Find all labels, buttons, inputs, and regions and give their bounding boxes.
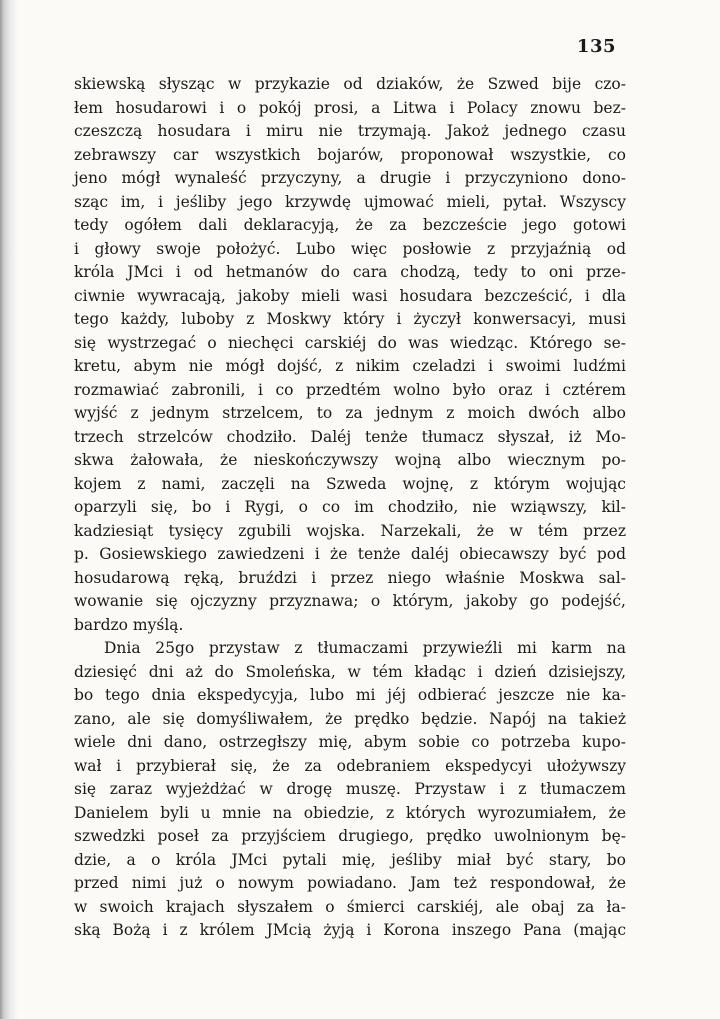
text-line: zebrawszy car wszystkich bojarów, proponował wszystkie, co [74, 145, 626, 164]
text-line: kretu, abym nie mógł dojść, z nikim czeladzi i swoimi ludźmi [74, 357, 626, 375]
text-line: dzie, a o króla JMci pytali mię, jeśliby miał być stary, bo [74, 850, 626, 869]
text-line: wał i przybierał się, że za odebraniem ekspedycyi ułożywszy [74, 756, 626, 775]
text-line: hosudarową ręką, bruździ i przez niego właśnie Moskwa sal- [74, 568, 626, 587]
text-line: łem hosudarowi i o pokój prosi, a Litwa i Polacy znowu bez- [74, 98, 626, 117]
text-line: p. Gosiewskiego zawiedzeni i że tenże daléj obiecawszy być pod [74, 545, 626, 563]
text-line: skiewską słysząc w przykazie od dziaków, że Szwed bije czo- [74, 75, 626, 93]
text-line: oparzyli się, bo i Rygi, o co im chodziło, nie wziąwszy, kil- [74, 498, 626, 516]
paragraph-start-line: Dnia 25go przystaw z tłumaczami przywieźli mi karm na [104, 639, 626, 657]
page-binding-edge [0, 0, 18, 1019]
text-line: wiele dni dano, ostrzegłszy mię, abym sobie co potrzeba kupo- [74, 733, 626, 751]
text-line: ciwnie wywracają, jakoby mieli wasi hosudara bezcześcić, i dla [74, 286, 626, 305]
text-line: sząc im, i jeśliby jego krzywdę ujmować mieli, pytał. Wszyscy [74, 192, 626, 211]
page-number: 135 [576, 36, 616, 57]
text-line: ską Bożą i z królem JMcią żyją i Korona inszego Pana (mając [74, 921, 626, 939]
text-line: czeszczą hosudara i miru nie trzymają. Jakoż jednego czasu [74, 122, 626, 140]
text-line: w swoich krajach słyszałem o śmierci carskiéj, ale obaj za ła- [74, 897, 626, 916]
text-line: kadziesiąt tysięcy zgubili wojska. Narzekali, że w tém przez [74, 521, 626, 540]
text-line: się wystrzegać o niechęci carskiéj do was wiedząc. Którego se- [74, 333, 626, 352]
text-line: skwa żałowała, że nieskończywszy wojną albo wiecznym po- [74, 451, 626, 469]
text-line: króla JMci i od hetmanów do cara chodzą, tedy to oni prze- [74, 263, 626, 281]
text-line: tedy ogółem dali deklaracyją, że za bezczeście jego gotowi [74, 216, 626, 234]
text-line: i głowy swoje położyć. Lubo więc posłowie z przyjaźnią od [74, 239, 626, 258]
text-line: szwedzki poseł za przyjściem drugiego, prędko uwolnionym bę- [74, 827, 626, 845]
paragraph-end-line: bardzo myślą. [74, 615, 184, 634]
text-line: kojem z nami, zaczęli na Szweda wojnę, z którym wojując [74, 474, 626, 493]
page-text [74, 73, 626, 943]
text-line: jeno mógł wynaleść przyczyny, a drugie i przyczyniono dono- [74, 169, 626, 187]
text-line: zano, ale się domyśliwałem, że prędko będzie. Napój na takież [74, 709, 626, 728]
text-line: wowanie się ojczyzny przyznawa; o którym, jakoby go podejść, [74, 592, 626, 610]
text-line: dziesięć dni aż do Smoleńska, w tém kładąc i dzień dzisiejszy, [74, 662, 626, 681]
text-line: przed nimi już o nowym powiadano. Jam też respondował, że [74, 874, 626, 892]
text-line: rozmawiać zabronili, i co przedtém wolno było oraz i cztérem [74, 380, 626, 399]
text-line: tego każdy, luboby z Moskwy który i życzył konwersacyi, musi [74, 310, 626, 328]
text-line: trzech strzelców chodziło. Daléj tenże tłumacz słyszał, iż Mo- [74, 427, 626, 446]
text-line: bo tego dnia ekspedycyja, lubo mi jéj odbierać jeszcze nie ka- [74, 686, 626, 704]
text-line: Danielem byli u mnie na obiedzie, z których wyrozumiałem, że [74, 803, 626, 822]
text-line: wyjść z jednym strzelcem, to za jednym z moich dwóch albo [74, 404, 626, 422]
text-line: się zaraz wyjeżdżać w drogę muszę. Przystaw i z tłumaczem [74, 780, 626, 798]
